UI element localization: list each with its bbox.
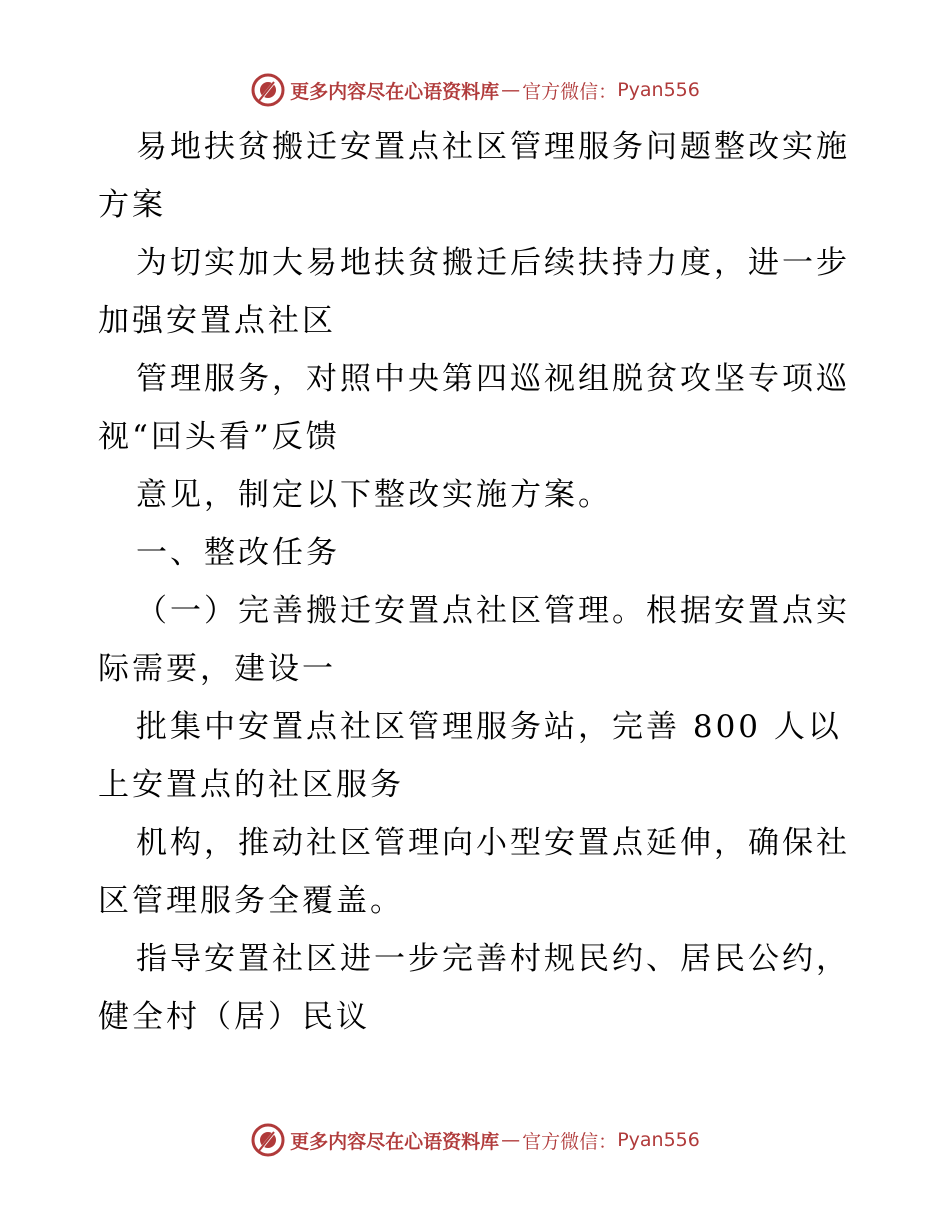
doc-line: 机构，推动社区管理向小型安置点延伸，确保社 [136, 825, 850, 861]
doc-line: 为切实加大易地扶贫搬迁后续扶持力度，进一步 [136, 245, 850, 281]
watermark-main-text: 更多内容尽在心语资料库 [290, 1130, 500, 1153]
doc-line: 易地扶贫搬迁安置点社区管理服务问题整改实施 [136, 129, 850, 165]
watermark-main-text: 更多内容尽在心语资料库 [290, 80, 500, 103]
watermark-dash: — [501, 1129, 521, 1151]
watermark-wechat-id: Pyan556 [617, 1129, 700, 1151]
watermark-wechat-label: 官方微信： [522, 1130, 618, 1153]
doc-line: 视“回头看”反馈 [98, 419, 340, 455]
doc-line: 批集中安置点社区管理服务站，完善 800 人以 [136, 709, 842, 745]
doc-line: 际需要，建设一 [98, 651, 336, 687]
header-watermark [0, 70, 950, 110]
doc-line: 管理服务，对照中央第四巡视组脱贫攻坚专项巡 [136, 361, 850, 397]
doc-line: 加强安置点社区 [98, 303, 336, 339]
doc-line: 一、整改任务 [136, 535, 340, 571]
footer-watermark [0, 1120, 950, 1160]
watermark-dash: — [501, 79, 521, 101]
doc-line: 方案 [98, 187, 166, 223]
doc-line: 区管理服务全覆盖。 [98, 883, 404, 919]
doc-line: （一）完善搬迁安置点社区管理。根据安置点实 [136, 593, 850, 629]
document-body [98, 118, 858, 1046]
watermark-wechat-label: 官方微信： [522, 80, 618, 103]
doc-line: 健全村（居）民议 [98, 999, 370, 1035]
brand-logo-icon [250, 72, 286, 108]
doc-line: 指导安置社区进一步完善村规民约、居民公约， [136, 941, 850, 977]
doc-line: 上安置点的社区服务 [98, 767, 404, 803]
watermark-wechat-id: Pyan556 [617, 79, 700, 101]
brand-logo-icon [250, 1122, 286, 1158]
doc-line: 意见，制定以下整改实施方案。 [136, 477, 612, 513]
